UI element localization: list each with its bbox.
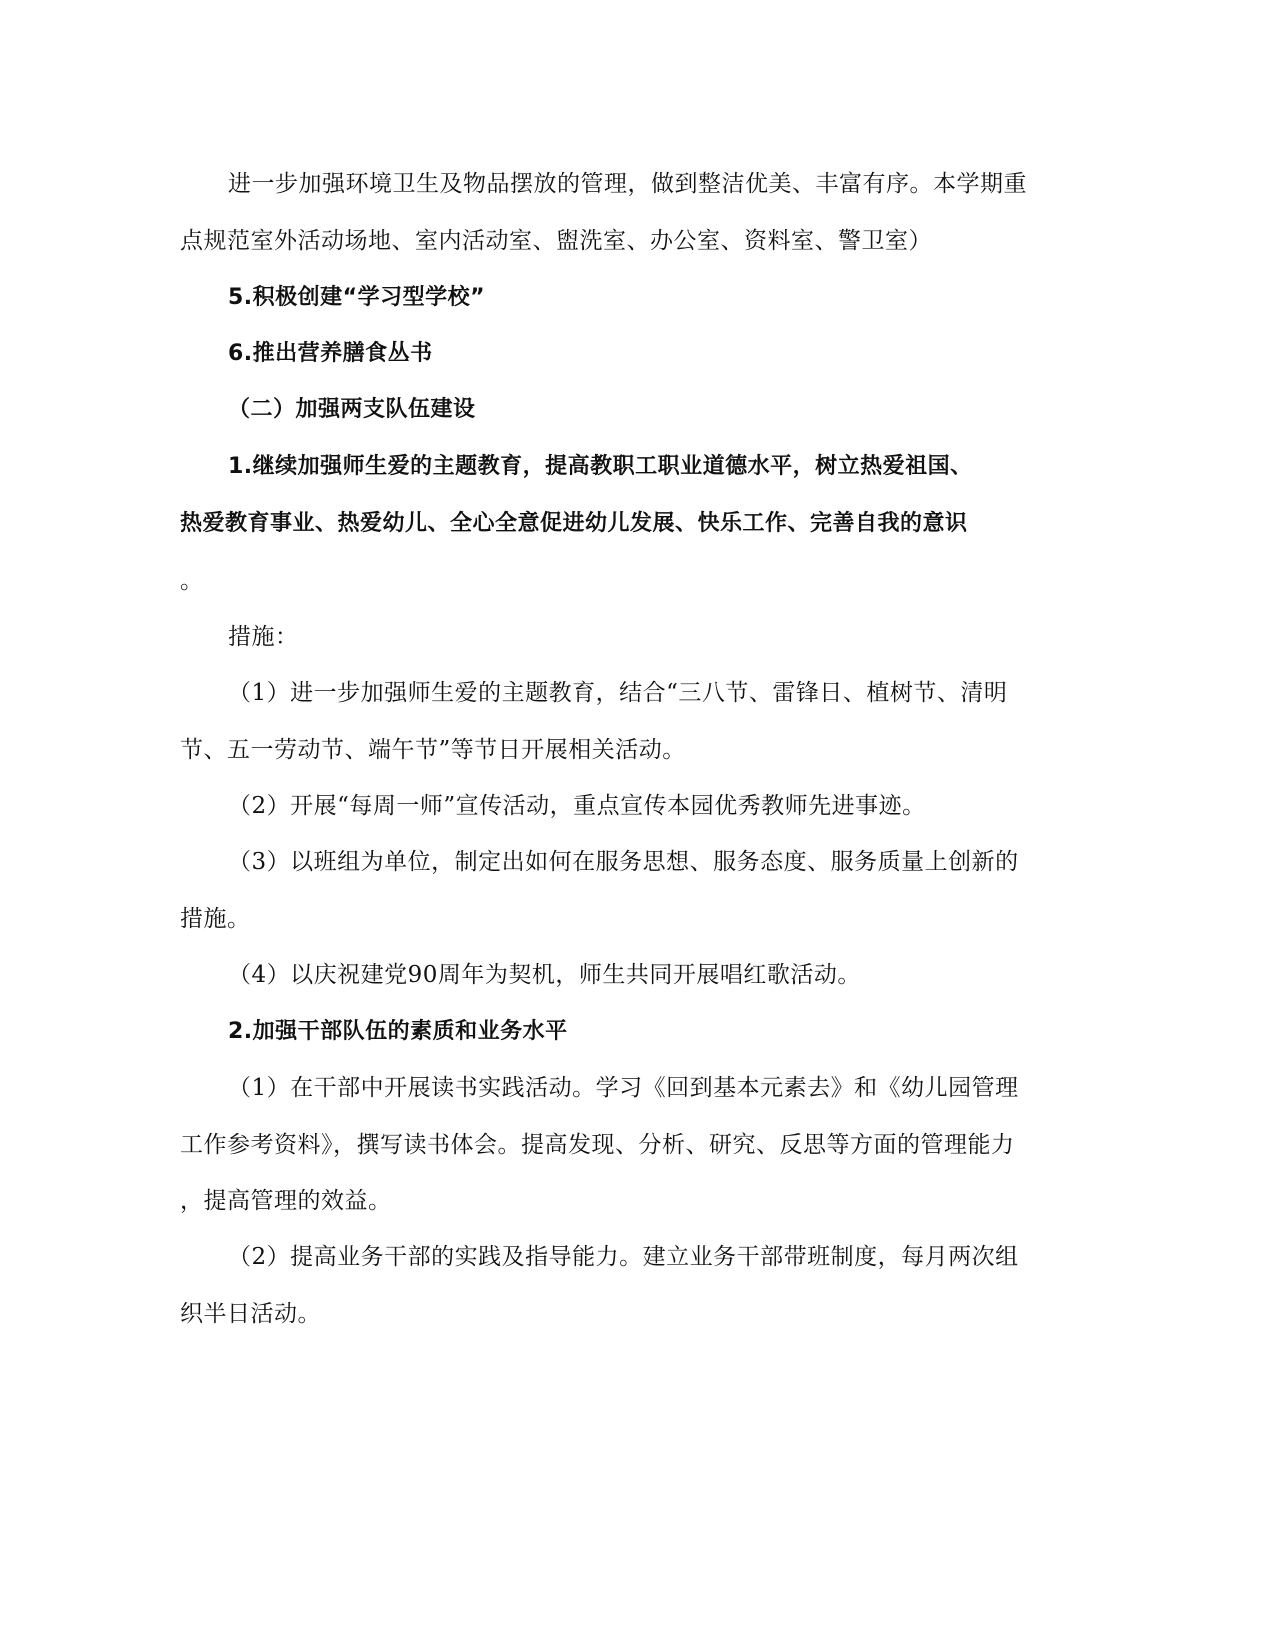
paragraph-line: （1）进一步加强师生爱的主题教育，结合“三八节、雷锋日、植树节、清明 [228,680,1008,706]
paragraph-line: 。 [180,568,204,594]
paragraph-line: （4）以庆祝建党90周年为契机，师生共同开展唱红歌活动。 [228,962,861,988]
item-heading: 6.推出营养膳食丛书 [228,341,433,366]
paragraph-line: （1）在干部中开展读书实践活动。学习《回到基本元素去》和《幼儿园管理 [228,1075,1019,1101]
item-heading: 1.继续加强师生爱的主题教育，提高教职工职业道德水平，树立热爱祖国、 [228,454,973,479]
paragraph-line: （2）提高业务干部的实践及指导能力。建立业务干部带班制度，每月两次组 [228,1244,1019,1270]
paragraph-line: 措施。 [180,906,251,932]
paragraph-line: 节、五一劳动节、端午节”等节日开展相关活动。 [180,737,686,763]
paragraph-line: 进一步加强环境卫生及物品摆放的管理，做到整洁优美、丰富有序。本学期重 [228,171,1027,197]
paragraph-line: 织半日活动。 [180,1301,321,1327]
section-heading: （二）加强两支队伍建设 [228,397,476,422]
paragraph-line: ，提高管理的效益。 [180,1188,392,1214]
item-heading: 2.加强干部队伍的素质和业务水平 [228,1019,568,1044]
paragraph-line: （2）开展“每周一师”宣传活动，重点宣传本园优秀教师先进事迹。 [228,793,926,819]
paragraph-line: 措施： [228,624,299,650]
paragraph-line: 点规范室外活动场地、室内活动室、盥洗室、办公室、资料室、警卫室） [180,228,932,254]
item-heading: 热爱教育事业、热爱幼儿、全心全意促进幼儿发展、快乐工作、完善自我的意识 [180,511,968,536]
item-heading: 5.积极创建“学习型学校” [228,285,486,310]
paragraph-line: （3）以班组为单位，制定出如何在服务思想、服务态度、服务质量上创新的 [228,849,1019,875]
paragraph-line: 工作参考资料》，撰写读书体会。提高发现、分析、研究、反思等方面的管理能力 [180,1132,1015,1158]
